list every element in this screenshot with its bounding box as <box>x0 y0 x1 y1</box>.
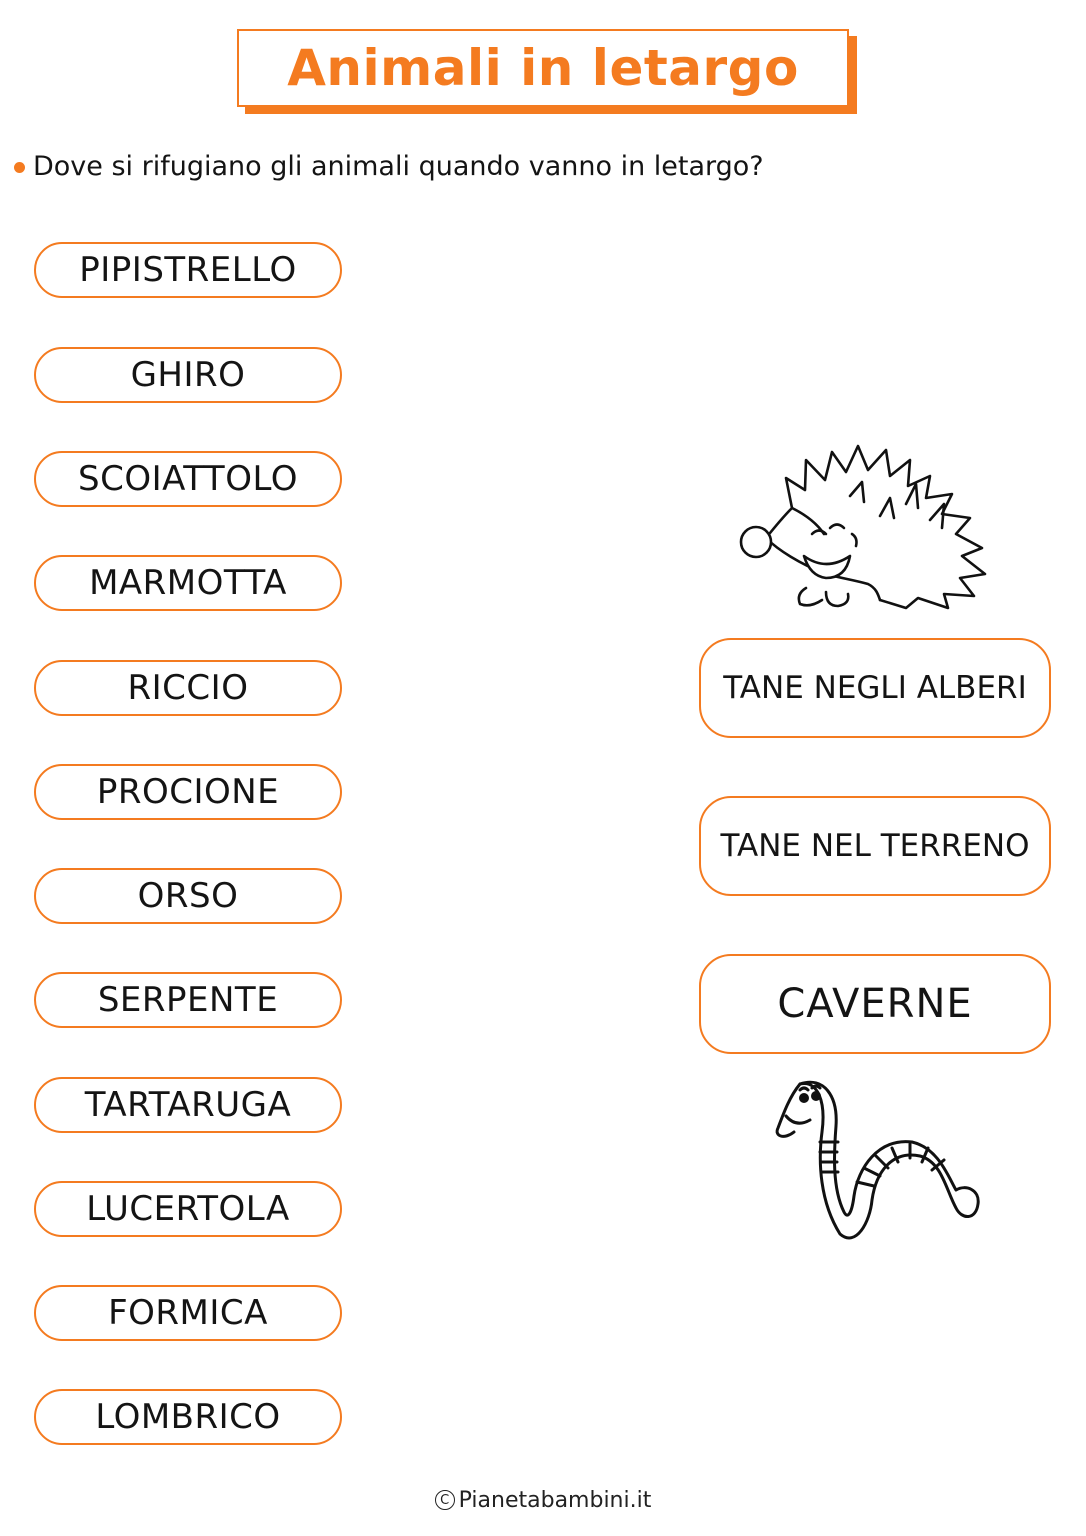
animal-pill[interactable] <box>34 972 342 1028</box>
animal-pill[interactable] <box>34 1077 342 1133</box>
title-box <box>237 29 849 107</box>
page-title: Animali in letargo <box>287 39 799 97</box>
place-label: TANE NEL TERRENO <box>720 828 1030 864</box>
animal-pill[interactable] <box>34 868 342 924</box>
animal-pill[interactable] <box>34 1285 342 1341</box>
place-label: CAVERNE <box>777 981 973 1027</box>
animal-pill[interactable] <box>34 451 342 507</box>
animal-label: PROCIONE <box>96 772 280 812</box>
animal-label: LOMBRICO <box>95 1397 281 1437</box>
question-text: Dove si rifugiano gli animali quando vanno in letargo? <box>33 150 764 182</box>
place-box[interactable] <box>699 638 1051 738</box>
footer <box>0 1484 1086 1516</box>
animal-label: SCOIATTOLO <box>78 459 298 499</box>
bullet-icon <box>14 162 25 173</box>
animal-label: ORSO <box>137 876 239 916</box>
animal-pill[interactable] <box>34 1389 342 1445</box>
animal-pill[interactable] <box>34 764 342 820</box>
place-label: TANE NEGLI ALBERI <box>723 670 1027 706</box>
animal-label: SERPENTE <box>97 980 279 1020</box>
animal-pill[interactable] <box>34 1181 342 1237</box>
animal-pill[interactable] <box>34 242 342 298</box>
animal-pill[interactable] <box>34 347 342 403</box>
animal-label: TARTARUGA <box>84 1085 292 1125</box>
copyright-icon: C <box>435 1490 455 1510</box>
footer-site[interactable]: Pianetabambini.it <box>458 1487 652 1513</box>
place-box[interactable] <box>699 954 1051 1054</box>
animal-label: FORMICA <box>108 1293 268 1333</box>
animal-label: PIPISTRELLO <box>79 250 297 290</box>
earthworm-illustration <box>760 1072 990 1252</box>
hedgehog-illustration <box>730 438 1020 616</box>
animal-label: MARMOTTA <box>89 563 287 603</box>
question <box>14 146 764 186</box>
animal-pill[interactable] <box>34 555 342 611</box>
animal-pill[interactable] <box>34 660 342 716</box>
animal-label: GHIRO <box>130 355 246 395</box>
animal-label: LUCERTOLA <box>86 1189 290 1229</box>
animal-label: RICCIO <box>127 668 249 708</box>
place-box[interactable] <box>699 796 1051 896</box>
